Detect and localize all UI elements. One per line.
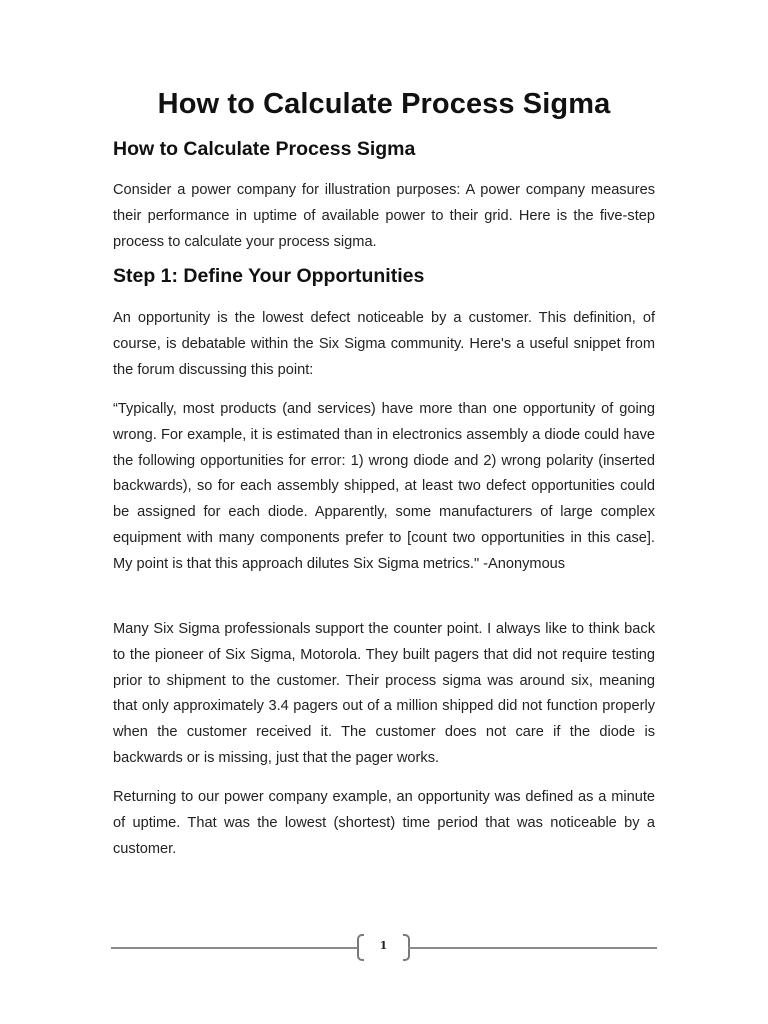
forum-quote-paragraph: “Typically, most products (and services) have more than one opportunity of going wrong. For example, it is estimated than in electronics assembly a diode could have the following opportunities for error: 1) wrong diode and 2) wrong polarity (inserted backwards), so for each assembly shipped, at least two defect opportunities could be assigned for each diode. Apparently, some manufacturers of large complex equipment with many components prefer to [count two opportunities in this case]. My point is that this approach dilutes Six Sigma metrics." -Anonymous	[113, 401, 655, 572]
motorola-paragraph: Many Six Sigma professionals support the counter point. I always like to think back to the pioneer of Six Sigma, Motorola. They built pagers that did not require testing prior to shipment to the customer. Their process sigma was around six, meaning that only approximately 3.4 pagers out of a million shipped did not function properly when the customer received it. The customer does not care if the diode is backwards or is missing, just that the pager works.	[113, 621, 655, 766]
footer-rule-left	[111, 947, 358, 949]
power-company-paragraph: Returning to our power company example, an opportunity was defined as a minute of uptime. That was the lowest (shortest) time period that was noticeable by a customer.	[113, 789, 655, 857]
document-subtitle: How to Calculate Process Sigma	[113, 138, 416, 160]
footer-rule-right	[408, 947, 657, 949]
left-brace-icon	[357, 934, 364, 961]
page-footer	[111, 930, 657, 966]
opportunity-definition-paragraph: An opportunity is the lowest defect noticeable by a customer. This definition, of course, is debatable within the Six Sigma community. Here's a useful snippet from the forum discussing this point:	[113, 310, 655, 378]
page-number: 1	[379, 939, 388, 952]
section-heading-step-1: Step 1: Define Your Opportunities	[113, 265, 425, 287]
document-title: How to Calculate Process Sigma	[157, 88, 611, 120]
intro-paragraph: Consider a power company for illustration purposes: A power company measures their performance in uptime of available power to their grid. Here is the five-step process to calculate your process sigma.	[113, 182, 655, 250]
